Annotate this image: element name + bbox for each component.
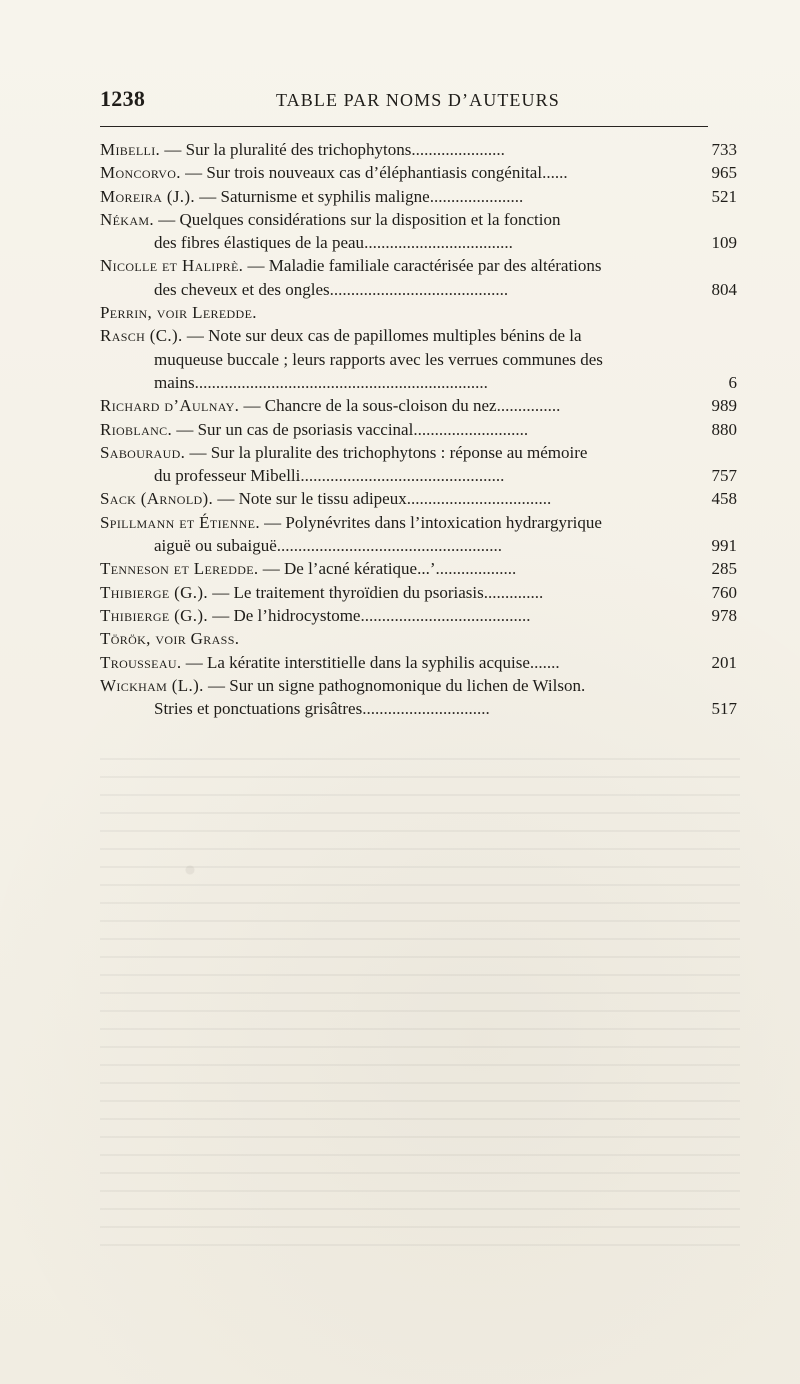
dot-leader: ........................................ (360, 605, 531, 625)
entry-text: — Note sur le tissu adipeux (213, 489, 407, 509)
author-name: Wickham (L.). (100, 675, 204, 695)
page-header (100, 86, 710, 112)
entry-first-line (100, 254, 740, 277)
index-entry (100, 581, 740, 604)
dot-leader: ................................... (364, 233, 513, 253)
entry-continuation-line (100, 231, 740, 254)
dot-leader: ................... (435, 559, 517, 579)
page-reference: 521 (711, 186, 737, 206)
dot-leader: ....... (529, 652, 560, 672)
index-entry (100, 394, 740, 417)
author-name: Sack (Arnold). (100, 489, 214, 509)
entry-text: des cheveux et des ongles (154, 279, 330, 299)
entry-first-line (100, 441, 740, 464)
entry-continuation-line (100, 534, 740, 557)
index-entry (100, 301, 740, 324)
paper-mark (170, 850, 210, 890)
page-reference: 760 (711, 582, 737, 602)
entry-text: mains (154, 372, 195, 392)
entry-continuation-line (100, 464, 740, 487)
entry-text: Stries et ponctuations grisâtres (154, 699, 363, 719)
entry-text: — Sur un cas de psoriasis vaccinal (172, 419, 414, 439)
dot-leader: ...... (542, 163, 568, 183)
dot-leader: .................................. (406, 489, 552, 509)
index-entry (100, 208, 740, 255)
entry-text: — Note sur deux cas de papillomes multiples bénins de la (182, 326, 582, 346)
index-entry (100, 441, 740, 488)
entry-first-line (100, 301, 740, 324)
page-reference: 109 (711, 233, 737, 253)
entry-text: — Sur trois nouveaux cas d’éléphantiasis congénital (180, 163, 543, 183)
index-entry (100, 185, 740, 208)
page-reference: 517 (711, 699, 737, 719)
index-entry (100, 418, 740, 441)
entry-text: — La kératite interstitielle dans la syphilis acquise (181, 652, 530, 672)
index-entry (100, 324, 740, 394)
entry-first-line (100, 161, 740, 184)
author-name: Trousseau. (100, 652, 182, 672)
page-reference: 6 (728, 372, 737, 392)
show-through-text-area (100, 742, 740, 1262)
page-reference: 991 (711, 536, 737, 556)
entry-text: — Polynévrites dans l’intoxication hydrargyrique (259, 512, 602, 532)
dot-leader: ............... (496, 396, 561, 416)
author-name: Sabouraud. (100, 442, 186, 462)
entry-text: — De l’acné kératique...’ (258, 559, 436, 579)
entry-first-line (100, 627, 740, 650)
page-reference: 458 (711, 489, 737, 509)
index-entry (100, 487, 740, 510)
page-reference: 965 (711, 163, 737, 183)
entry-first-line (100, 185, 740, 208)
page-reference: 989 (711, 396, 737, 416)
entry-continuation-line (100, 697, 740, 720)
entry-continuation-line (100, 278, 740, 301)
author-index (100, 138, 740, 720)
author-name: Thibierge (G.). (100, 582, 208, 602)
entry-text: — Sur un signe pathognomonique du lichen de Wilson. (203, 675, 586, 695)
index-entry (100, 627, 740, 650)
entry-text: du professeur Mibelli (154, 466, 301, 486)
author-name: Moreira (J.). (100, 186, 196, 206)
entry-text: — Le traitement thyroïdien du psoriasis (207, 582, 484, 602)
dot-leader: .............. (483, 582, 544, 602)
entry-text: — Sur la pluralite des trichophytons : réponse au mémoire (185, 442, 588, 462)
author-name: Mibelli. (100, 140, 161, 159)
entry-continuation-line (100, 371, 740, 394)
page-reference: 804 (711, 279, 737, 299)
entry-text: — Chancre de la sous-cloison du nez (239, 396, 497, 416)
author-name: Moncorvo. (100, 163, 181, 183)
running-title: TABLE PAR NOMS D’AUTEURS (276, 90, 560, 110)
author-name: Rasch (C.). (100, 326, 183, 346)
index-entry (100, 604, 740, 627)
entry-first-line (100, 394, 740, 417)
entry-text: — Sur la pluralité des trichophytons (160, 140, 412, 159)
page-reference: 757 (711, 466, 737, 486)
entry-first-line (100, 208, 740, 231)
page-reference: 978 (711, 605, 737, 625)
entry-first-line (100, 418, 740, 441)
author-name: Tenneson et Leredde. (100, 559, 259, 579)
author-name: Richard d’Aulnay. (100, 396, 240, 416)
entry-first-line (100, 138, 740, 161)
entry-first-line (100, 487, 740, 510)
index-entry (100, 138, 740, 161)
entry-first-line (100, 557, 740, 580)
dot-leader: ...................... (411, 140, 505, 159)
entry-first-line (100, 511, 740, 534)
entry-continuation-line (100, 348, 740, 371)
entry-first-line (100, 674, 740, 697)
page-reference: 201 (711, 652, 737, 672)
entry-text: aiguë ou subaiguë (154, 536, 277, 556)
author-name: Török, voir Grass. (100, 629, 240, 649)
entry-first-line (100, 324, 740, 347)
index-entry (100, 651, 740, 674)
entry-first-line (100, 581, 740, 604)
dot-leader: .......................................... (329, 279, 509, 299)
dot-leader: ..................................................... (276, 536, 502, 556)
entry-first-line (100, 651, 740, 674)
author-name: Spillmann et Étienne. (100, 512, 260, 532)
index-entry (100, 557, 740, 580)
author-name: Thibierge (G.). (100, 605, 208, 625)
entry-text: des fibres élastiques de la peau (154, 233, 365, 253)
author-name: Nicolle et Haliprè. (100, 256, 244, 276)
author-name: Rioblanc. (100, 419, 173, 439)
entry-text: muqueuse buccale ; leurs rapports avec les verrues communes des (154, 349, 603, 369)
page-number: 1238 (100, 86, 146, 111)
index-entry (100, 254, 740, 301)
dot-leader: ..................................................................... (194, 372, 488, 392)
index-entry (100, 674, 740, 721)
author-name: Perrin, voir Leredde. (100, 303, 257, 323)
page-reference: 733 (711, 140, 737, 159)
index-entry (100, 511, 740, 558)
entry-text: — Saturnisme et syphilis maligne (195, 186, 430, 206)
header-rule (100, 126, 708, 127)
entry-text: — De l’hidrocystome (207, 605, 361, 625)
dot-leader: ........................... (413, 419, 529, 439)
page-reference: 285 (711, 559, 737, 579)
page-reference: 880 (711, 419, 737, 439)
entry-text: — Maladie familiale caractérisée par des altérations (243, 256, 602, 276)
index-entry (100, 161, 740, 184)
dot-leader: .............................. (362, 699, 490, 719)
dot-leader: ...................... (429, 186, 524, 206)
dot-leader: ................................................ (300, 466, 505, 486)
entry-first-line (100, 604, 740, 627)
entry-text: — Quelques considérations sur la disposition et la fonction (153, 209, 561, 229)
author-name: Nékam. (100, 209, 154, 229)
